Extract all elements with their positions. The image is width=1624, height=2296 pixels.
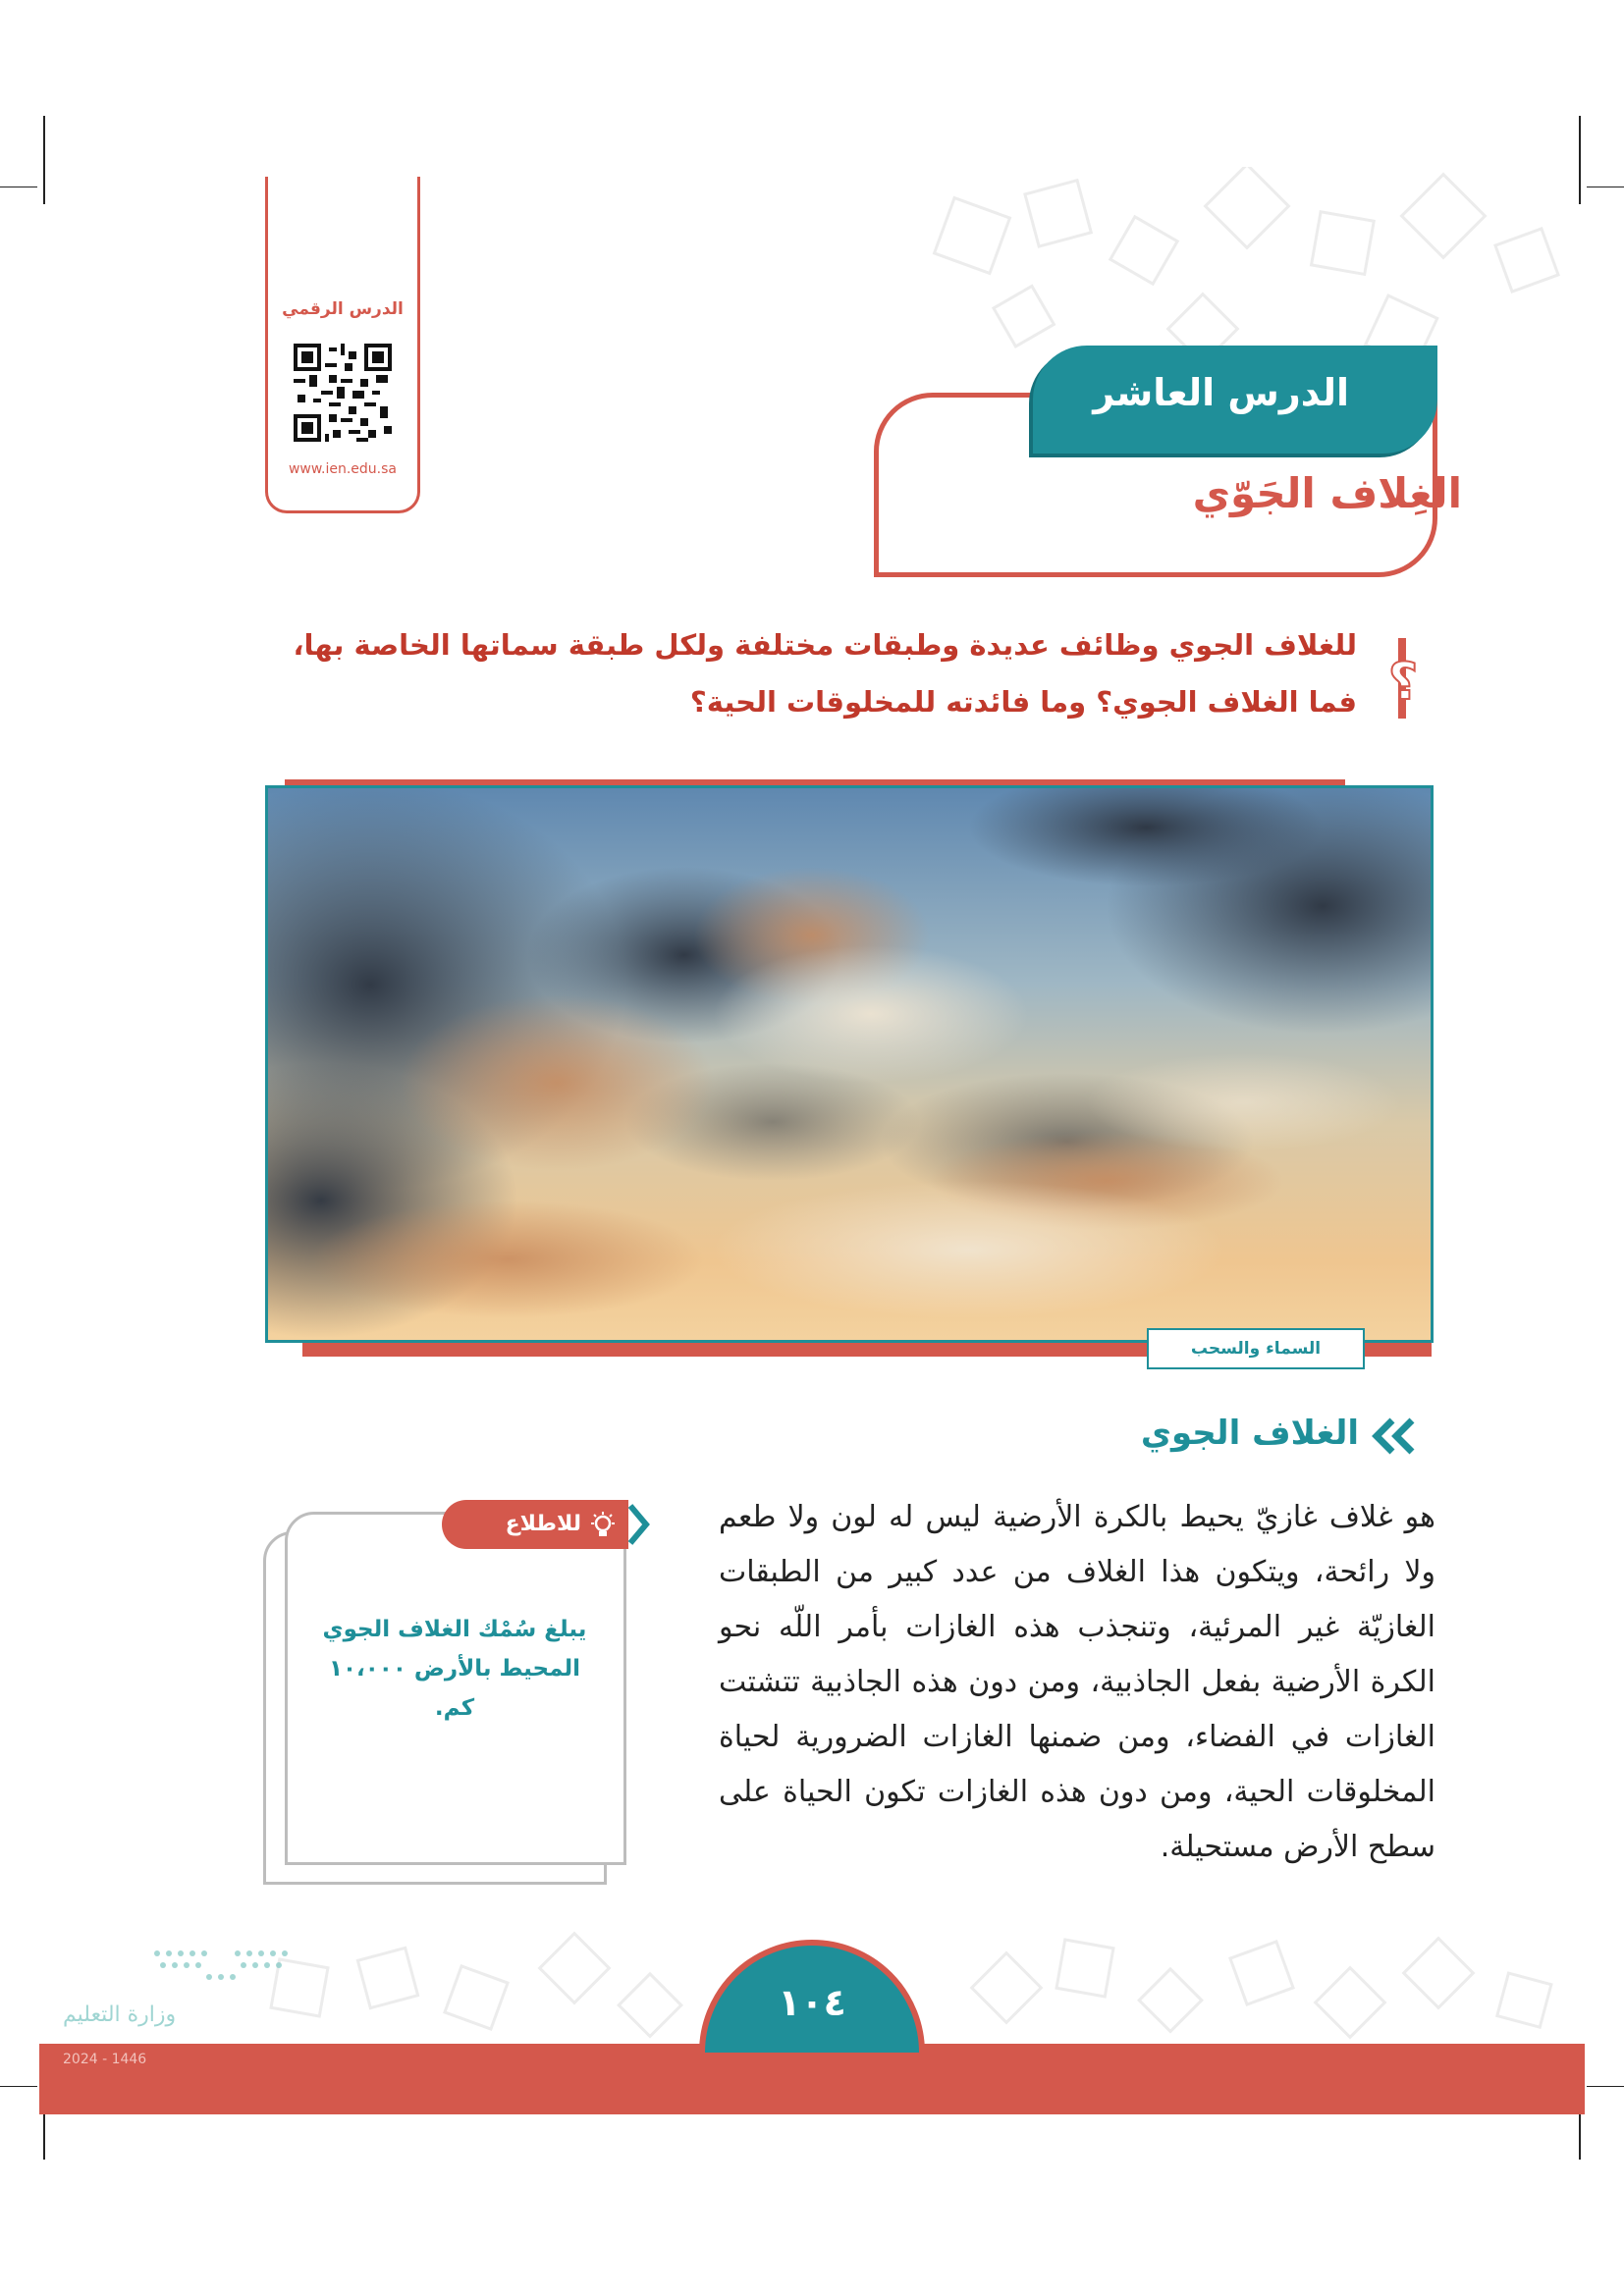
intro-question: [238, 616, 1357, 730]
page-number: ١٠٤: [778, 1981, 846, 2024]
digital-lesson-title: الدرس الرقمي: [282, 299, 404, 319]
info-tab: [442, 1500, 628, 1549]
intro-question-line2: فما الغلاف الجوي؟ وما فائدته للمخلوقات الحية؟: [689, 685, 1357, 719]
question-mark-icon: [1382, 638, 1424, 719]
photo-caption: السماء والسحب: [1147, 1328, 1365, 1369]
section-body: هو غلاف غازيّ يحيط بالكرة الأرضية ليس له لون ولا طعم ولا رائحة، ويتكون هذا الغلاف من عدد كبير من الطبقات الغازيّة غير المرئية، وتنجذب هذه الغازات بأمر اللّه نحو الكرة الأرضية بفعل الجاذبية، ومن دون هذه الجاذبية تتشتت الغازات في الفضاء، ومن ضمنها الغازات الضرورية لحياة المخلوقات الحية، ومن دون هذه الغازات تكون الحياة على سطح الأرض مستحيلة.: [719, 1500, 1435, 1864]
digital-lesson-box[interactable]: [265, 177, 420, 513]
lesson-number: الدرس العاشر: [1093, 371, 1349, 414]
lightbulb-icon: [589, 1512, 617, 1539]
ministry-name: وزارة التعليم: [63, 2002, 177, 2027]
lesson-title: الغِلاف الجَوّي: [1192, 469, 1462, 517]
ministry-logo-icon: [147, 1944, 295, 1993]
digital-lesson-url[interactable]: www.ien.edu.sa: [288, 461, 398, 477]
info-tab-label: للاطلاع: [505, 1512, 581, 1536]
section-chevron-icon: [1365, 1416, 1434, 1456]
intro-question-line1: للغلاف الجوي وظائف عديدة وطبقات مختلفة ولكل طبقة سماتها الخاصة بها،: [293, 628, 1357, 662]
svg-text:؟: ؟: [1387, 653, 1419, 712]
info-tab-arrow-icon: [624, 1502, 654, 1547]
section-heading: الغلاف الجوي: [1140, 1414, 1359, 1453]
qr-code-icon[interactable]: [294, 344, 392, 442]
ministry-year: 2024 - 1446: [63, 2052, 147, 2067]
info-text: يبلغ سُمْك الغلاف الجوي المحيط بالأرض ١٠،٠٠٠ كم.: [322, 1617, 587, 1721]
sky-clouds-photo: [265, 785, 1434, 1343]
lesson-number-banner: [1033, 346, 1437, 454]
footer-band: [39, 2044, 1585, 2114]
